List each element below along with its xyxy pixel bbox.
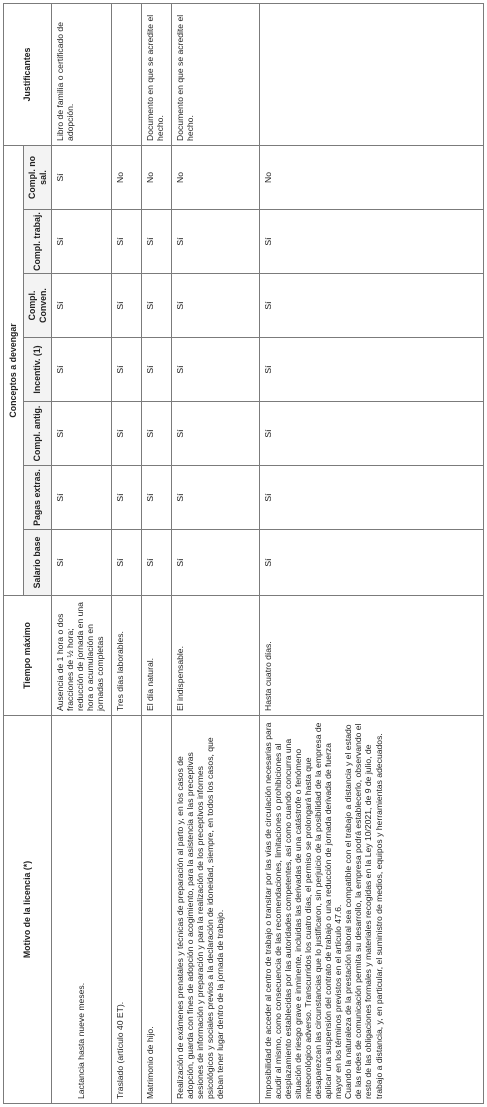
value-cell: Sí xyxy=(260,274,484,338)
value-cell: Sí xyxy=(52,530,112,596)
value-cell: Sí xyxy=(112,402,142,466)
subheader-incentiv: Incentiv. (1) xyxy=(24,338,52,402)
value-cell: Sí xyxy=(52,145,112,209)
value-cell: Sí xyxy=(52,402,112,466)
tiempo-cell: El día natural. xyxy=(142,596,172,716)
motivo-cell: Realización de exámenes prenatales y técnicas de preparación al parto y, en los casos de adopción, guarda con fines de adopción o acogimiento, para la asistencia a las preceptivas sesiones de información y preparación y para la realización de los preceptivos informes psicológicos y sociales previos a la declaración de idoneidad, siempre, en todos los casos, que deban tener lugar dentro de la jornada de trabajo. xyxy=(172,716,260,1104)
value-cell: Sí xyxy=(112,274,142,338)
value-cell: Sí xyxy=(172,274,260,338)
subheader-compl-no-sal: Compl. no sal. xyxy=(24,145,52,209)
table-row xyxy=(52,3,112,1103)
value-cell: Sí xyxy=(172,466,260,530)
value-cell: Sí xyxy=(142,402,172,466)
value-cell: Sí xyxy=(52,210,112,274)
tiempo-cell: Tres días laborables. xyxy=(112,596,142,716)
value-cell: Sí xyxy=(112,338,142,402)
motivo-cell: Matrimonio de hijo. xyxy=(142,716,172,1104)
value-cell: Sí xyxy=(172,210,260,274)
value-cell: Sí xyxy=(52,274,112,338)
header-tiempo: Tiempo máximo xyxy=(4,596,52,716)
subheader-compl-antig: Compl. antig. xyxy=(24,402,52,466)
tiempo-cell: Ausencia de 1 hora o dos fracciones de ½ hora; reducción de jornada en una hora o acumulación en jornadas completas xyxy=(52,596,112,716)
header-motivo: Motivo de la licencia (*) xyxy=(4,716,52,1104)
value-cell: No xyxy=(260,145,484,209)
motivo-cell: Traslado (artículo 40 ET). xyxy=(112,716,142,1104)
value-cell: Sí xyxy=(142,274,172,338)
value-cell: Sí xyxy=(142,338,172,402)
table-row xyxy=(112,3,142,1103)
value-cell: Sí xyxy=(172,338,260,402)
table-row xyxy=(260,3,484,1103)
value-cell: Sí xyxy=(112,466,142,530)
value-cell: Sí xyxy=(112,530,142,596)
value-cell: Sí xyxy=(260,210,484,274)
justificante-cell: Documento en que se acredite el hecho. xyxy=(172,3,260,145)
justificante-cell xyxy=(260,3,484,145)
justificante-cell xyxy=(112,3,142,145)
value-cell: Sí xyxy=(260,402,484,466)
tiempo-cell: El indispensable. xyxy=(172,596,260,716)
subheader-pagas-extras: Pagas extras. xyxy=(24,466,52,530)
value-cell: Sí xyxy=(142,210,172,274)
value-cell: Sí xyxy=(260,338,484,402)
value-cell: Sí xyxy=(142,466,172,530)
justificante-cell: Libro de familia o certificado de adopción. xyxy=(52,3,112,145)
table-row xyxy=(142,3,172,1103)
value-cell: Sí xyxy=(52,466,112,530)
value-cell: Sí xyxy=(260,466,484,530)
subheader-compl-conven: Compl. Conven. xyxy=(24,274,52,338)
motivo-cell: Lactancia hasta nueve meses. xyxy=(52,716,112,1104)
subheader-compl-trabaj: Compl. trabaj. xyxy=(24,210,52,274)
value-cell: Sí xyxy=(112,210,142,274)
tiempo-cell: Hasta cuatro días. xyxy=(260,596,484,716)
motivo-cell: Imposibilidad de acceder al centro de trabajo o transitar por las vías de circulación necesarias para acudir al mismo, como consecuencia de las recomendaciones, limitaciones o prohibiciones al desplazamiento establecidas por las autoridades competentes, así como cuando concurra una situación de riesgo grave e inminente, incluidas las derivadas de una catástrofe o fenómeno meteorológico adverso. Transcurridos los cuatro días, el permiso se prolongará hasta que desaparezcan las circunstancias que lo justificaron, sin perjuicio de la posibilidad de la empresa de aplicar una suspensión del contrato de trabajo o una reducción de jornada derivada de fuerza mayor en los términos previstos en el artículo 47.6. Cuando la naturaleza de la prestación laboral sea compatible con el trabajo a distancia y el estado de las redes de comunicación permita su desarrollo, la empresa podrá establecerlo, observando el resto de las obligaciones formales y materiales recogidas en la Ley 10/2021, de 9 de julio, de trabajo a distancia, y, en particular, el suministro de medios, equipos y herramientas adecuados. xyxy=(260,716,484,1104)
table-row xyxy=(172,3,260,1103)
header-justificantes: Justificantes xyxy=(4,3,52,145)
value-cell: Sí xyxy=(172,402,260,466)
subheader-salario-base: Salario base xyxy=(24,530,52,596)
value-cell: No xyxy=(172,145,260,209)
value-cell: Sí xyxy=(52,338,112,402)
value-cell: Sí xyxy=(172,530,260,596)
header-conceptos: Conceptos a devengar xyxy=(4,145,24,595)
value-cell: No xyxy=(112,145,142,209)
value-cell: Sí xyxy=(260,530,484,596)
value-cell: No xyxy=(142,145,172,209)
justificante-cell: Documento en que se acredite el hecho. xyxy=(142,3,172,145)
licencias-table xyxy=(3,3,484,1104)
value-cell: Sí xyxy=(142,530,172,596)
